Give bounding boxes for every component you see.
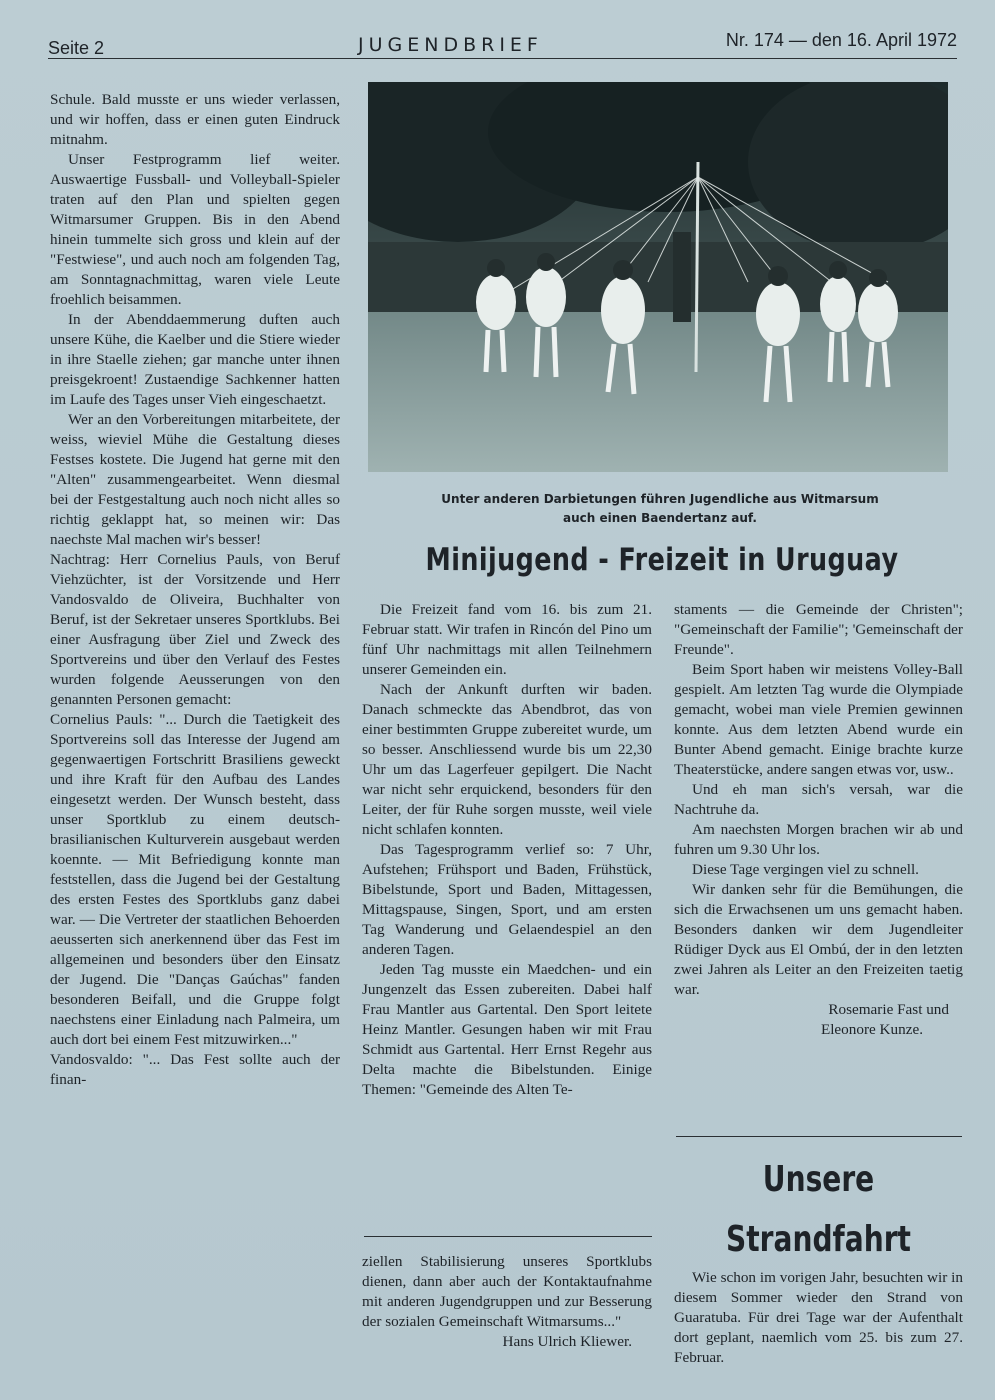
paragraph: Nachtrag: Herr Cornelius Pauls, von Beruf Viehzüchter, ist der Vorsitzende und Herr Vandosvaldo de Oliveira, Buchhalter von Beruf, ist der Sekretaer unseres Sportklubs. Bei einer Ausfragung über Ziel und Zweck des Sportvereins und über den Verlauf des Festes wurden folgende Aeusserungen von den genannten Personen gemacht: <box>50 551 340 708</box>
column-rule <box>364 1236 652 1237</box>
caption-line: Unter anderen Darbietungen führen Jugendliche aus Witmarsum <box>441 492 879 506</box>
paragraph: Wer an den Vorbereitungen mitarbeitete, der weiss, wieviel Mühe die Gestaltung dieses Festses kostete. Die Jugend hat gerne mit den "Alten" zusammengearbeitet. Wenn diesmal bei der Festgestaltung auch noch nicht alles so richtig geklappt hat, so meinen wir: Das naechste Mal machen wir's besser! <box>50 411 340 548</box>
paragraph: Diese Tage vergingen viel zu schnell. <box>692 861 919 878</box>
paragraph: Wie schon im vorigen Jahr, besuchten wir in diesem Sommer wieder den Strand von Guaratuba. Für drei Tage war der Aufenthalt dort geplant, naemlich vom 25. bis zum 27. Februar. <box>674 1269 963 1366</box>
issue-date: Nr. 174 — den 16. April 1972 <box>725 30 957 50</box>
headline-line: Unsere <box>762 1159 875 1200</box>
page-number: Seite 2 <box>48 38 105 58</box>
caption-line: auch einen Baendertanz auf. <box>562 511 757 525</box>
strandfahrt-headline <box>706 1150 931 1270</box>
paragraph: Wir danken sehr für die Bemühungen, die sich die Erwachsenen um uns gemacht haben. Besonders danken wir dem Jugendleiter Rüdiger Dyck aus El Ombú, der in den letzten zwei Jahren als Leiter an den Freizeiten taetig war. <box>674 881 963 998</box>
paragraph: Am naechsten Morgen brachen wir ab und fuhren um 9.30 Uhr los. <box>674 821 963 858</box>
photo-illustration <box>368 82 948 472</box>
paragraph: Das Tagesprogramm verlief so: 7 Uhr, Aufstehen; Frühsport und Baden, Frühstück, Bibelstunde, Sport und Baden, Mittagessen, Mittagspause, Singen, Sport, und am ersten Tag Wanderung und Gelaendespiel an den anderen Tagen. <box>362 841 652 958</box>
strandfahrt-article <box>674 1268 963 1368</box>
paragraph: Schule. Bald musste er uns wieder verlassen, und wir hoffen, dass er einen guten Eindruck mitnahm. <box>50 91 340 148</box>
author-signature: Hans Ulrich Kliewer. <box>502 1333 632 1350</box>
page-header <box>48 28 957 60</box>
maypole-dance-photo <box>368 82 948 472</box>
paragraph: Jeden Tag musste ein Maedchen- und ein Jungenzelt das Essen zubereiten. Dabei half Frau Mantler aus Gartental. Den Sport leitete Heinz Mantler. Gesungen haben wir mit Frau Schmidt aus Gartental. Herr Ernst Regehr aus Delta machte die Bibelstunden. Einige Themen: "Gemeinde des Alten Te- <box>362 961 652 1098</box>
column-1 <box>50 90 340 1090</box>
paragraph: Cornelius Pauls: "... Durch die Taetigkeit des Sportvereins soll das Interesse der Jugend am gegenwaertigen Fortschritt Brasiliens geweckt und ihre Kraft für den Aufbau des Landes eingesetzt werden. Der Wunsch besteht, dass unser Sportklub zu einem deutsch-brasilianischen Kulturverein ausgebaut werden koennte. — Mit Befriedigung konnte man feststellen, dass die Jugend bei der Gestaltung des ersten Festes des Sportklubs ganz dabei war. — Die Vertreter der staatlichen Behoerden aeusserten sich anerkennend über das Fest im allgemeinen und besonders über den Einsatz der Jugend. Die "Danças Gaúchas" fanden besonderen Beifall, und die Gruppe folgt naechstens einer Einladung nach Palmeira, um auch dort bei einem Fest mitzuwirken..." <box>50 711 340 1048</box>
paragraph: Beim Sport haben wir meistens Volley-Ball gespielt. Am letzten Tag wurde die Olympiade gemacht, wobei man viele Premien gewinnen konnte. Aus dem letzten Abend wurde ein Bunter Abend gemacht. Einige brachte kurze Theaterstücke, andere sangen etwas vor, usw.. <box>674 661 963 778</box>
paragraph: ziellen Stabilisierung unseres Sportklubs dienen, dann aber auch der Kontaktaufnahme mit anderen Jugendgruppen und zur Besserung der sozialen Gemeinschaft Witmarsums..." <box>362 1253 652 1330</box>
paragraph: Unser Festprogramm lief weiter. Auswaertige Fussball- und Volleyball-Spieler traten auf den Plan und spielten gegen Witmarsumer Gruppen. Bis in den Abend hinein tummelte sich gross und klein auf der "Festwiese", und auch noch am folgenden Tag, am Sonntagnachmittag, waren viele Leute froehlich beisammen. <box>50 151 340 308</box>
paragraph: Und eh man sich's versah, war die Nachtruhe da. <box>674 781 963 818</box>
column-2 <box>362 600 652 1100</box>
column-2-continuation <box>362 1252 652 1352</box>
author-signature: Eleonore Kunze. <box>820 1021 923 1038</box>
author-signature: Rosemarie Fast und <box>828 1001 949 1018</box>
paragraph: Die Freizeit fand vom 16. bis zum 21. Februar statt. Wir trafen in Rincón del Pino um fünf Uhr nachmittags mit allen Teilnehmern unserer Gemeinden ein. <box>362 601 652 678</box>
photo-caption <box>380 490 940 528</box>
paragraph: staments — die Gemeinde der Christen"; "Gemeinschaft der Familie"; 'Gemeinschaft der Freunde". <box>674 601 963 658</box>
header-rule <box>48 58 957 59</box>
paragraph: Nach der Ankunft durften wir baden. Danach schmeckte das Abendbrot, das von einer bestimmten Gruppe zubereitet wurde, um so besser. Anschliessend wurde bis um 22,30 Uhr um das Lagerfeuer gepilgert. Die Nacht war nicht sehr erquickend, besonders für den Leiter, der für Ruhe sorgen musste, weil viele nicht schlafen konnten. <box>362 681 652 838</box>
column-rule <box>676 1136 962 1137</box>
article-headline: Minijugend - Freizeit in Uruguay <box>425 542 899 578</box>
headline-line: Strandfahrt <box>726 1219 911 1260</box>
masthead-title: JUGENDBRIEF <box>358 34 543 56</box>
paragraph: Vandosvaldo: "... Das Fest sollte auch der finan- <box>50 1051 340 1088</box>
paragraph: In der Abenddaemmerung duften auch unsere Kühe, die Kaelber und die Stiere wieder in ihre Staelle ziehen; gar manche unter ihnen preisgekroent! Zustaendige Sachkenner hatten im Laufe des Tages unser Vieh eingeschaetzt. <box>50 311 340 408</box>
column-3 <box>674 600 963 1040</box>
